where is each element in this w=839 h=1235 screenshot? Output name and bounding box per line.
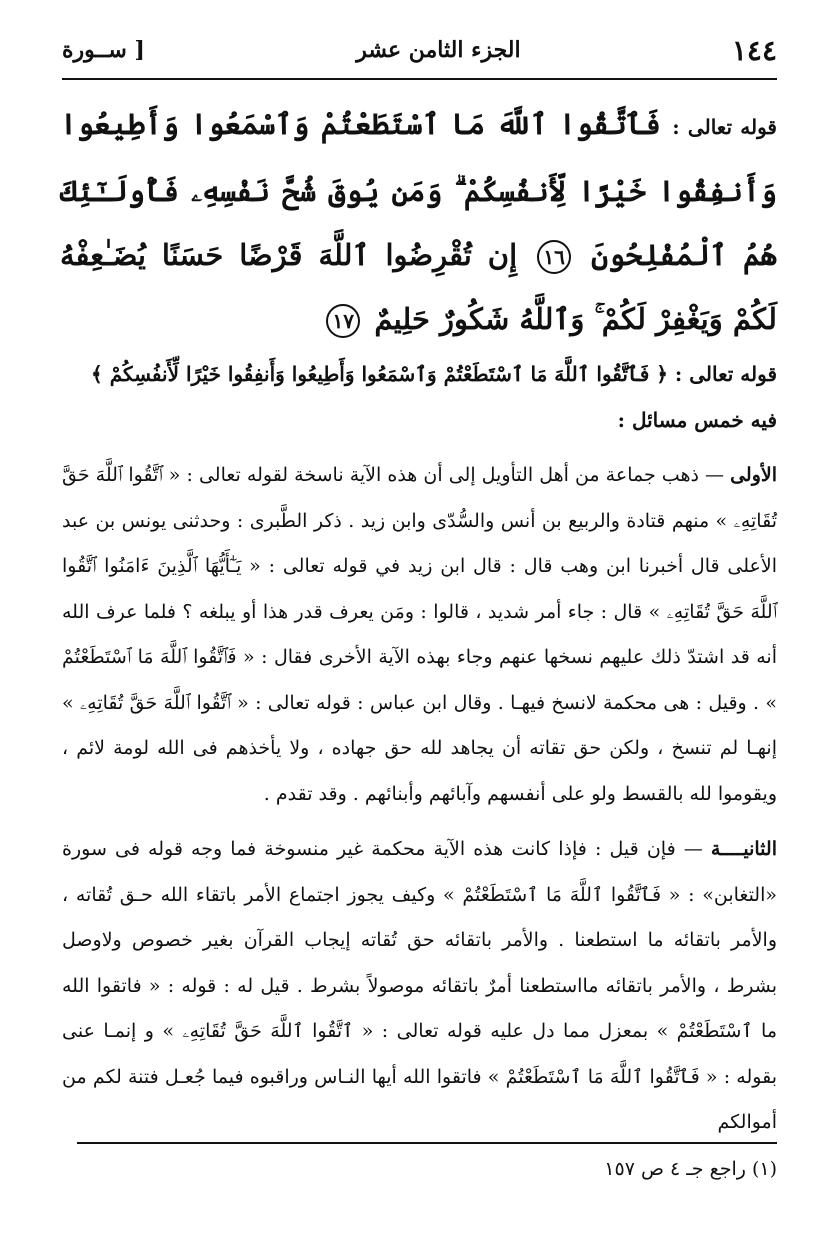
issue-term: الأولى [730,464,777,486]
issue-term: الثانيــــة [710,838,777,860]
issue-paragraph-second [62,827,777,1146]
footnote: (١) راجع جـ ٤ ص ١٥٧ [604,1158,777,1180]
verse-lead: قوله تعالى : [672,115,777,139]
issue-paragraph-first [62,453,777,817]
running-title: الجزء الثامن عشر [356,37,521,63]
surah-label: [ ســورة [62,37,145,63]
verse-text-17: إِن تُقْرِضُوا ٱللَّهَ قَرْضًا حَسَنًا يُضَـٰعِفْهُ لَكُمْ وَيَغْفِرْ لَكُمْ ۚ وَٱللَّهُ شَكُورٌ حَلِيمٌ [60,238,777,336]
verse-text-16: فَٱتَّقُوا ٱللَّهَ مَا ٱسْتَطَعْتُمْ وَٱسْمَعُوا وَأَطِيعُوا وَأَنفِقُوا خَيْرًا لِّأَنفُسِكُمْ ۗ وَمَن يُوقَ شُحَّ نَفْسِهِۦ فَأُولَـٰٓئِكَ هُمُ ٱلْمُفْلِحُونَ [60,107,777,272]
ayah-number-marker: ١٧ [326,304,360,338]
issue-text: — ذهب جماعة من أهل التأويل إلى أن هذه الآية ناسخة لقوله تعالى : « ٱتَّقُوا ٱللَّهَ حَقَّ تُقَاتِهِۦ » منهم قتادة والربيع بن أنس والسُّدّى وابن زيد . ذكر الطَّبرى : وحدثنى يونس بن عبد الأعلى قال أخبرنا ابن وهب قال : قال ابن زيد في قوله تعالى : « يَـٰٓأَيُّهَا ٱلَّذِينَ ءَامَنُوا ٱتَّقُوا ٱللَّهَ حَقَّ تُقَاتِهِۦ » قال : جاء أمر شديد ، قالوا : ومَن يعرف قدر هذا أو يبلغه ؟ فلما عرف الله أنه قد اشتدّ ذلك عليهم نسخها عنهم وجاء بهذه الآية الأخرى فقال : « فَٱتَّقُوا ٱللَّهَ مَا ٱسْتَطَعْتُمْ » . وقيل : هى محكمة لانسخ فيهـا . وقال ابن عباس : قوله تعالى : « ٱتَّقُوا ٱللَّهَ حَقَّ تُقَاتِهِۦ » إنهـا لم تنسخ ، ولكن حق تقاته أن يجاهد لله حق جهاده ، ولا يأخذهم فى الله لومة لائم ، ويقوموا لله بالقسط ولو على أنفسهم وآبائهم وأبنائهم . وقد تقدم . [62,464,777,805]
header-divider [62,78,777,80]
commentary-body [62,352,777,1146]
footnote-divider [77,1142,777,1144]
issue-text: — فإن قيل : فإذا كانت هذه الآية محكمة غير منسوخة فما وجه قوله فى سورة «التغابن» : « فَٱتَّقُوا ٱللَّهَ مَا ٱسْتَطَعْتُمْ » وكيف يجوز اجتماع الأمر باتقاء الله حـق تُقاته ، والأمر باتقائه ما استطعنا . والأمر باتقائه حق تُقاته إيجاب القرآن بغير خصوص ولاوصل بشرط ، والأمر باتقائه مااستطعنا أمرٌ باتقائه موصولاً بشرط . قيل له : قوله : « فاتقوا الله ما ٱسْتَطَعْتُمْ » بمعزل مما دل عليه قوله تعالى : « ٱتَّقُوا ٱللَّهَ حَقَّ تُقَاتِهِۦ » و إنمـا عنى بقوله : « فَٱتَّقُوا ٱللَّهَ مَا ٱسْتَطَعْتُمْ » فاتقوا الله أيها النـاس وراقبوه فيما جُعـل فتنة لكم من أموالكم [62,838,777,1133]
quran-verse-block [60,92,777,351]
commentary-heading: قوله تعالى : ﴿ فَٱتَّقُوا ٱللَّهَ مَا ٱسْتَطَعْتُمْ وَٱسْمَعُوا وَأَطِيعُوا وَأَنفِقُوا خَيْرًا لِّأَنفُسِكُمْ ﴾ [91,362,777,386]
ayah-number-marker: ١٦ [537,240,571,274]
commentary-subheading: فيه خمس مسائل : [617,407,777,432]
page-header [62,30,777,70]
page-number: ١٤٤ [731,33,777,67]
